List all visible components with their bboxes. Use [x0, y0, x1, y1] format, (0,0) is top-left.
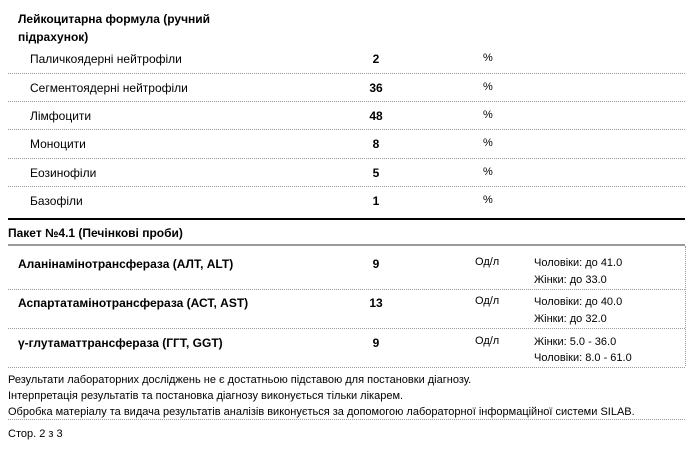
row-name: Сегментоядерні нейтрофіли — [30, 81, 188, 95]
table-right-border — [685, 246, 686, 366]
disclaimer-line-2: Інтерпретація результатів та постановка діагнозу виконується тільки лікарем. — [8, 390, 404, 402]
footer-divider — [8, 419, 685, 420]
row-divider — [8, 289, 685, 290]
row-divider — [8, 73, 685, 74]
row-value: 8 — [372, 137, 380, 151]
row-ref-1: Чоловіки: до 41.0 — [534, 257, 623, 269]
row-divider — [8, 158, 685, 159]
row-divider — [8, 186, 685, 187]
section-title: Пакет №4.1 (Печінкові проби) — [8, 226, 183, 240]
row-unit: % — [483, 137, 493, 149]
row-unit: % — [483, 194, 493, 206]
row-ref-2: Жінки: до 33.0 — [534, 274, 607, 286]
row-name: Еозинофіли — [30, 166, 97, 180]
row-unit: % — [483, 109, 493, 121]
row-value: 36 — [369, 81, 383, 95]
disclaimer-line-1: Результати лабораторних досліджень не є достатньою підставою для постановки діагнозу. — [8, 374, 472, 386]
row-value: 9 — [372, 257, 380, 271]
table-bottom-border — [8, 367, 685, 368]
row-value: 5 — [372, 166, 380, 180]
section-divider — [8, 218, 685, 220]
row-unit: Од/л — [475, 295, 500, 307]
row-value: 1 — [372, 194, 380, 208]
page-number: Стор. 2 з 3 — [8, 428, 63, 440]
row-value: 9 — [372, 336, 380, 350]
row-name: Базофіли — [30, 194, 83, 208]
row-ref-1: Жінки: 5.0 - 36.0 — [534, 336, 617, 348]
row-divider — [8, 129, 685, 130]
row-ref-2: Чоловіки: 8.0 - 61.0 — [534, 352, 632, 364]
row-name: Аспартатамінотрансфераза (АСТ, AST) — [18, 296, 249, 310]
row-value: 2 — [372, 52, 380, 66]
row-unit: % — [483, 52, 493, 64]
row-name: γ-глутаматтрансфераза (ГГТ, GGT) — [18, 336, 223, 350]
header-underline — [8, 244, 685, 246]
row-value: 13 — [369, 296, 383, 310]
row-ref-2: Жінки: до 32.0 — [534, 313, 607, 325]
row-unit: % — [483, 81, 493, 93]
disclaimer-line-3: Обробка матеріалу та видача результатів аналізів виконується за допомогою лабораторної інформаційної системи SILAB. — [8, 406, 635, 418]
row-divider — [8, 328, 685, 329]
row-value: 48 — [369, 109, 383, 123]
section-title-line1: Лейкоцитарна формула (ручний — [18, 12, 211, 26]
row-ref-1: Чоловіки: до 40.0 — [534, 296, 623, 308]
section-title-line2: підрахунок) — [18, 30, 89, 44]
row-name: Паличкоядерні нейтрофіли — [30, 52, 182, 66]
row-divider — [8, 101, 685, 102]
row-unit: Од/л — [475, 335, 500, 347]
row-unit: % — [483, 166, 493, 178]
row-name: Лімфоцити — [30, 109, 92, 123]
row-name: Аланінамінотрансфераза (АЛТ, ALT) — [18, 257, 234, 271]
row-name: Моноцити — [30, 137, 86, 151]
row-unit: Од/л — [475, 256, 500, 268]
